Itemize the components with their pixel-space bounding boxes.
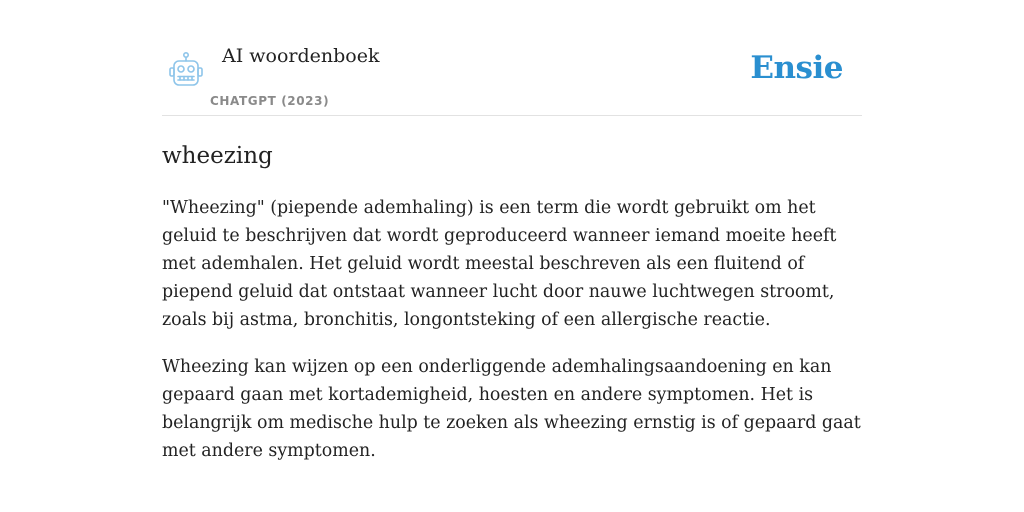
entry-term: wheezing bbox=[162, 143, 273, 169]
header bbox=[162, 0, 862, 116]
source-subtitle: CHATGPT (2023) bbox=[210, 94, 330, 108]
source-title[interactable]: AI woordenboek bbox=[222, 45, 380, 67]
entry-paragraph: "Wheezing" (piepende ademhaling) is een term die wordt gebruikt om het geluid te beschrijven dat wordt geproduceerd wanneer iemand moeite heeft met ademhalen. Het geluid wordt meestal beschreven als een fluitend of piepend geluid dat ontstaat wanneer lucht door nauwe luchtwegen stroomt, zoals bij astma, bronchitis, longontsteking of een allergische reactie. bbox=[162, 198, 837, 330]
content-container bbox=[162, 0, 862, 465]
brand-logo[interactable]: Ensie bbox=[750, 50, 843, 86]
entry-paragraph: Wheezing kan wijzen op een onderliggende ademhalingsaandoening en kan gepaard gaan met kortademigheid, hoesten en andere symptomen. Het is belangrijk om medische hulp te zoeken als wheezing ernstig is of gepaard gaat met andere symptomen. bbox=[162, 357, 861, 461]
robot-icon bbox=[166, 50, 206, 90]
